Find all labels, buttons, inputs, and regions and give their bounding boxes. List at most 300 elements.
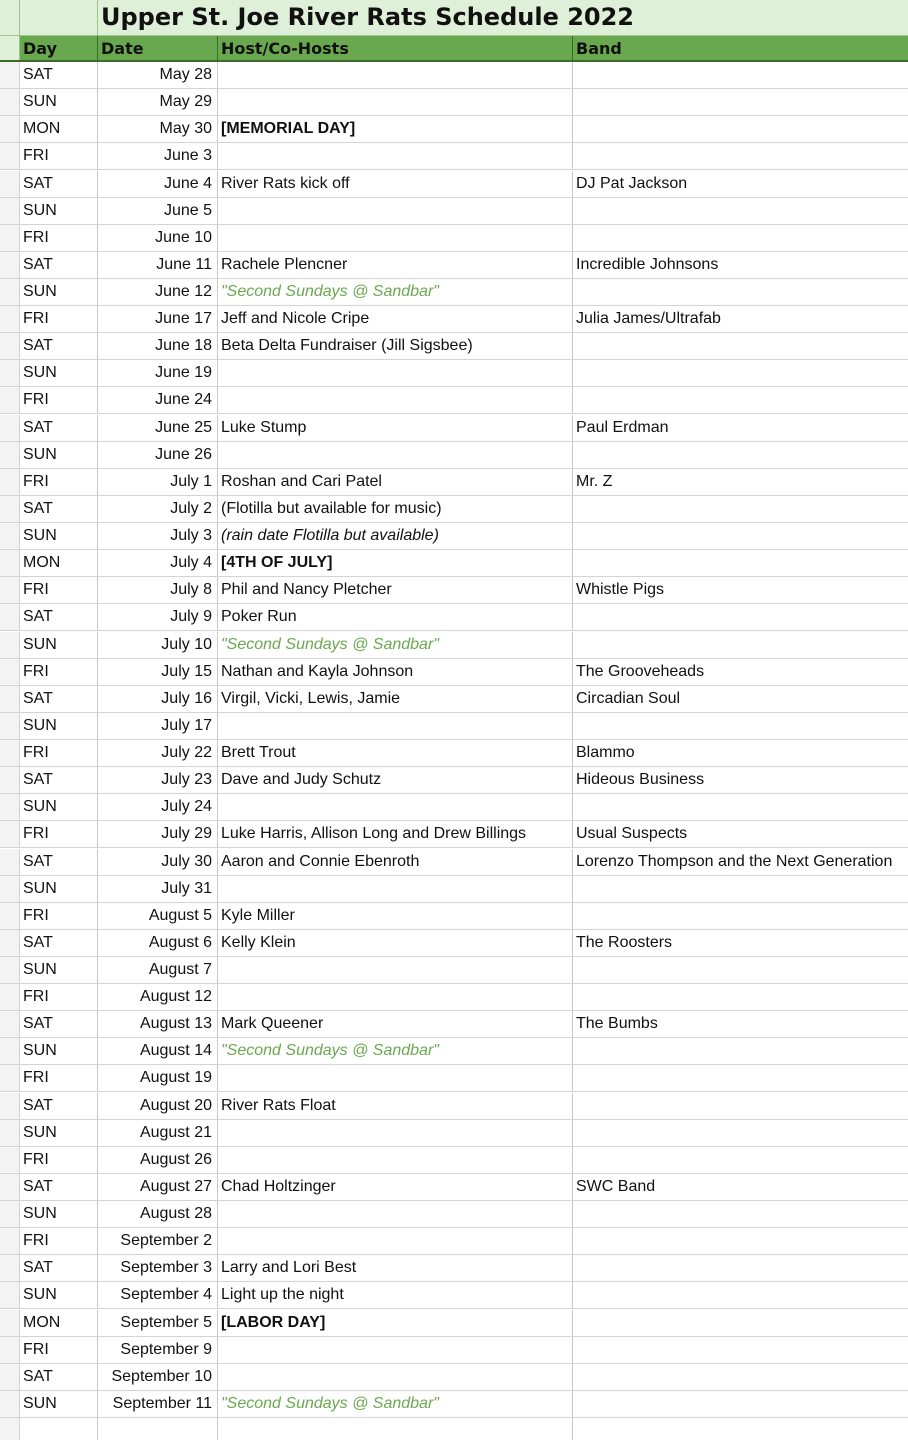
day-cell[interactable]: FRI (20, 1147, 98, 1173)
day-cell[interactable]: FRI (20, 387, 98, 413)
date-cell[interactable]: September 9 (98, 1337, 218, 1363)
row-number-cell[interactable] (0, 1011, 20, 1037)
row-number-cell[interactable] (0, 171, 20, 197)
row-number-cell[interactable] (0, 1201, 20, 1227)
column-header-host[interactable]: Host/Co-Hosts (218, 36, 573, 60)
band-cell[interactable] (573, 442, 908, 468)
date-cell[interactable]: July 3 (98, 523, 218, 549)
day-cell[interactable]: FRI (20, 1337, 98, 1363)
date-cell[interactable]: May 29 (98, 89, 218, 115)
host-cell[interactable] (218, 62, 573, 88)
column-header-date[interactable]: Date (98, 36, 218, 60)
band-cell[interactable] (573, 1418, 908, 1440)
band-cell[interactable] (573, 1120, 908, 1146)
date-cell[interactable]: September 10 (98, 1364, 218, 1390)
day-cell[interactable]: SAT (20, 415, 98, 441)
row-number-cell[interactable] (0, 387, 20, 413)
column-header-row (0, 36, 908, 62)
band-cell[interactable] (573, 1255, 908, 1281)
band-cell[interactable] (573, 1282, 908, 1308)
band-cell[interactable] (573, 1093, 908, 1119)
band-cell[interactable]: Mr. Z (576, 472, 613, 490)
host-cell[interactable]: Brett Trout (218, 740, 573, 766)
row-number-cell[interactable] (0, 415, 20, 441)
date-cell[interactable] (98, 1418, 218, 1440)
host-cell[interactable]: [MEMORIAL DAY] (218, 116, 573, 142)
host-cell[interactable]: Nathan and Kayla Johnson (218, 659, 573, 685)
date-cell[interactable]: July 9 (98, 604, 218, 630)
row-number-cell[interactable] (0, 903, 20, 929)
date-cell[interactable]: June 24 (98, 387, 218, 413)
day-cell[interactable]: SAT (20, 849, 98, 875)
day-cell[interactable]: SUN (20, 360, 98, 386)
day-cell[interactable]: SAT (20, 496, 98, 522)
row-number-cell[interactable] (0, 713, 20, 739)
date-cell[interactable]: July 16 (98, 686, 218, 712)
band-cell[interactable] (573, 1065, 908, 1091)
band-cell[interactable] (573, 360, 908, 386)
band-cell[interactable] (573, 876, 908, 902)
band-cell[interactable]: The Grooveheads (576, 662, 705, 680)
table-row (0, 849, 908, 876)
row-number-cell[interactable] (0, 62, 20, 88)
table-row (0, 930, 908, 957)
table-row (0, 89, 908, 116)
date-cell[interactable]: August 20 (98, 1093, 218, 1119)
band-cell[interactable] (573, 116, 908, 142)
table-row (0, 279, 908, 306)
host-cell[interactable]: Roshan and Cari Patel (218, 469, 573, 495)
band-cell[interactable]: Lorenzo Thompson and the Next Generation (576, 852, 893, 870)
row-number-cell[interactable] (0, 1255, 20, 1281)
host-cell[interactable]: Phil and Nancy Pletcher (218, 577, 573, 603)
date-cell[interactable]: July 10 (98, 632, 218, 658)
host-cell[interactable]: Luke Stump (218, 415, 573, 441)
host-cell[interactable] (218, 1228, 573, 1254)
host-cell[interactable]: Mark Queener (218, 1011, 573, 1037)
date-cell[interactable]: September 2 (98, 1228, 218, 1254)
table-row (0, 957, 908, 984)
date-cell[interactable]: July 23 (98, 767, 218, 793)
day-cell[interactable]: FRI (20, 740, 98, 766)
table-row (0, 1418, 908, 1440)
date-cell[interactable]: July 4 (98, 550, 218, 576)
day-cell[interactable]: SAT (20, 62, 98, 88)
host-cell[interactable] (218, 984, 573, 1010)
band-cell[interactable] (573, 1147, 908, 1173)
band-cell[interactable] (573, 333, 908, 359)
row-number-cell[interactable] (0, 1147, 20, 1173)
row-number-cell[interactable] (0, 89, 20, 115)
day-cell[interactable]: SUN (20, 876, 98, 902)
host-cell[interactable]: Rachele Plencner (218, 252, 573, 278)
row-number-cell[interactable] (0, 252, 20, 278)
date-cell[interactable]: June 18 (98, 333, 218, 359)
row-number-cell[interactable] (0, 604, 20, 630)
date-cell[interactable]: August 14 (98, 1038, 218, 1064)
table-row (0, 306, 908, 333)
table-row (0, 1337, 908, 1364)
date-cell[interactable]: June 3 (98, 143, 218, 169)
date-cell[interactable]: July 15 (98, 659, 218, 685)
day-cell[interactable]: SUN (20, 794, 98, 820)
row-number-cell[interactable] (0, 930, 20, 956)
row-number-cell[interactable] (0, 1391, 20, 1417)
day-cell[interactable]: SUN (20, 957, 98, 983)
date-cell[interactable]: August 13 (98, 1011, 218, 1037)
day-cell[interactable]: SAT (20, 1174, 98, 1200)
table-row (0, 225, 908, 252)
date-cell[interactable]: August 27 (98, 1174, 218, 1200)
row-number-cell[interactable] (0, 821, 20, 847)
date-cell[interactable]: June 25 (98, 415, 218, 441)
column-header-day[interactable]: Day (20, 36, 98, 60)
day-cell[interactable]: SUN (20, 713, 98, 739)
table-row (0, 1065, 908, 1092)
corner-cell[interactable] (0, 36, 20, 60)
table-row (0, 523, 908, 550)
row-number-cell[interactable] (0, 659, 20, 685)
row-number-cell[interactable] (0, 496, 20, 522)
row-number-cell[interactable] (0, 442, 20, 468)
table-row (0, 116, 908, 143)
date-cell[interactable]: June 17 (98, 306, 218, 332)
date-cell[interactable]: June 10 (98, 225, 218, 251)
row-number-cell[interactable] (0, 523, 20, 549)
row-number-cell[interactable] (0, 116, 20, 142)
day-cell[interactable]: SAT (20, 1011, 98, 1037)
row-number-cell[interactable] (0, 279, 20, 305)
day-cell[interactable]: SAT (20, 1093, 98, 1119)
day-cell[interactable]: FRI (20, 821, 98, 847)
row-number-cell[interactable] (0, 1310, 20, 1336)
row-number-cell[interactable] (0, 1364, 20, 1390)
day-cell[interactable]: FRI (20, 903, 98, 929)
band-cell[interactable] (573, 713, 908, 739)
table-row (0, 876, 908, 903)
date-cell[interactable]: August 7 (98, 957, 218, 983)
table-row (0, 62, 908, 89)
table-row (0, 659, 908, 686)
row-number-cell[interactable] (0, 333, 20, 359)
day-cell[interactable]: MON (20, 550, 98, 576)
table-row (0, 1310, 908, 1337)
table-row (0, 1011, 908, 1038)
row-number-cell[interactable] (0, 957, 20, 983)
table-row (0, 713, 908, 740)
host-cell[interactable] (218, 360, 573, 386)
host-cell[interactable]: [4TH OF JULY] (218, 550, 573, 576)
band-cell[interactable]: Circadian Soul (576, 689, 681, 707)
host-cell[interactable] (218, 794, 573, 820)
host-cell[interactable] (218, 957, 573, 983)
title-row (0, 0, 908, 36)
day-cell[interactable]: SUN (20, 279, 98, 305)
date-cell[interactable]: July 29 (98, 821, 218, 847)
table-row (0, 360, 908, 387)
host-cell[interactable]: "Second Sundays @ Sandbar" (218, 279, 573, 305)
day-cell[interactable]: SUN (20, 198, 98, 224)
day-cell[interactable]: SAT (20, 1255, 98, 1281)
host-cell[interactable] (218, 1065, 573, 1091)
date-cell[interactable]: July 1 (98, 469, 218, 495)
day-cell[interactable]: SUN (20, 1201, 98, 1227)
title-cell-a[interactable] (20, 0, 98, 35)
date-cell[interactable]: August 6 (98, 930, 218, 956)
day-cell[interactable]: SUN (20, 1391, 98, 1417)
day-cell[interactable]: SAT (20, 686, 98, 712)
date-cell[interactable]: May 28 (98, 62, 218, 88)
row-number-cell[interactable] (0, 1337, 20, 1363)
day-cell[interactable]: SAT (20, 767, 98, 793)
band-cell[interactable] (573, 225, 908, 251)
table-row (0, 577, 908, 604)
host-cell[interactable] (218, 387, 573, 413)
row-number-cell[interactable] (0, 550, 20, 576)
day-cell[interactable]: FRI (20, 469, 98, 495)
host-cell[interactable]: [LABOR DAY] (218, 1310, 573, 1336)
band-cell[interactable] (573, 550, 908, 576)
column-header-band[interactable]: Band (576, 38, 622, 58)
host-cell[interactable]: Jeff and Nicole Cripe (218, 306, 573, 332)
date-cell[interactable]: August 12 (98, 984, 218, 1010)
day-cell[interactable]: MON (20, 1310, 98, 1336)
day-cell[interactable]: FRI (20, 225, 98, 251)
table-row (0, 1174, 908, 1201)
day-cell[interactable]: FRI (20, 984, 98, 1010)
date-cell[interactable]: June 19 (98, 360, 218, 386)
band-cell[interactable] (573, 387, 908, 413)
row-number-cell[interactable] (0, 306, 20, 332)
date-cell[interactable]: July 2 (98, 496, 218, 522)
date-cell[interactable]: August 28 (98, 1201, 218, 1227)
row-number-cell[interactable] (0, 225, 20, 251)
day-cell[interactable]: SAT (20, 252, 98, 278)
host-cell[interactable] (218, 713, 573, 739)
band-cell[interactable] (573, 1364, 908, 1390)
row-number-cell[interactable] (0, 1174, 20, 1200)
band-cell[interactable] (573, 62, 908, 88)
host-cell[interactable] (218, 1120, 573, 1146)
host-cell[interactable] (218, 876, 573, 902)
day-cell[interactable]: SUN (20, 1038, 98, 1064)
date-cell[interactable]: July 8 (98, 577, 218, 603)
row-number-cell[interactable] (0, 686, 20, 712)
host-cell[interactable] (218, 143, 573, 169)
band-cell[interactable] (573, 523, 908, 549)
day-cell[interactable]: FRI (20, 1228, 98, 1254)
band-cell[interactable] (573, 984, 908, 1010)
host-cell[interactable]: "Second Sundays @ Sandbar" (218, 1391, 573, 1417)
date-cell[interactable]: September 5 (98, 1310, 218, 1336)
host-cell[interactable]: Beta Delta Fundraiser (Jill Sigsbee) (218, 333, 573, 359)
day-cell[interactable]: FRI (20, 143, 98, 169)
day-cell[interactable]: FRI (20, 577, 98, 603)
sheet-title[interactable]: Upper St. Joe River Rats Schedule 2022 (101, 3, 635, 31)
date-cell[interactable]: August 26 (98, 1147, 218, 1173)
band-cell[interactable]: SWC Band (576, 1177, 656, 1195)
host-cell[interactable]: Larry and Lori Best (218, 1255, 573, 1281)
band-cell[interactable] (573, 1228, 908, 1254)
host-cell[interactable]: Chad Holtzinger (218, 1174, 573, 1200)
day-cell[interactable] (20, 1418, 98, 1440)
date-cell[interactable]: July 30 (98, 849, 218, 875)
row-number-cell[interactable] (0, 794, 20, 820)
band-cell[interactable] (573, 143, 908, 169)
day-cell[interactable]: SUN (20, 89, 98, 115)
date-cell[interactable]: August 19 (98, 1065, 218, 1091)
host-cell[interactable]: River Rats kick off (218, 171, 573, 197)
host-cell[interactable]: "Second Sundays @ Sandbar" (218, 632, 573, 658)
date-cell[interactable]: June 5 (98, 198, 218, 224)
band-cell[interactable]: The Roosters (576, 933, 673, 951)
band-cell[interactable] (573, 1391, 908, 1417)
band-cell[interactable]: Julia James/Ultrafab (576, 310, 721, 328)
day-cell[interactable]: SUN (20, 1120, 98, 1146)
band-cell[interactable] (573, 89, 908, 115)
host-cell[interactable] (218, 1364, 573, 1390)
band-cell[interactable] (573, 957, 908, 983)
host-cell[interactable]: Light up the night (218, 1282, 573, 1308)
date-cell[interactable]: August 21 (98, 1120, 218, 1146)
host-cell[interactable]: River Rats Float (218, 1093, 573, 1119)
host-cell[interactable] (218, 1418, 573, 1440)
row-number-cell[interactable] (0, 469, 20, 495)
band-cell[interactable] (573, 496, 908, 522)
row-number-cell[interactable] (0, 577, 20, 603)
band-cell[interactable]: Whistle Pigs (576, 581, 665, 599)
band-cell[interactable]: Usual Suspects (576, 825, 688, 843)
table-row (0, 1282, 908, 1309)
band-cell[interactable] (573, 279, 908, 305)
table-row (0, 550, 908, 577)
day-cell[interactable]: SAT (20, 333, 98, 359)
row-number-cell[interactable] (0, 1038, 20, 1064)
band-cell[interactable] (573, 632, 908, 658)
date-cell[interactable]: June 11 (98, 252, 218, 278)
row-number-cell[interactable] (0, 740, 20, 766)
day-cell[interactable]: SAT (20, 930, 98, 956)
row-number-cell[interactable] (0, 1093, 20, 1119)
band-cell[interactable]: DJ Pat Jackson (576, 174, 688, 192)
day-cell[interactable]: FRI (20, 1065, 98, 1091)
date-cell[interactable]: July 31 (98, 876, 218, 902)
table-row (0, 1147, 908, 1174)
host-cell[interactable] (218, 1201, 573, 1227)
band-cell[interactable]: The Bumbs (576, 1015, 658, 1033)
table-row (0, 1228, 908, 1255)
host-cell[interactable]: Poker Run (218, 604, 573, 630)
day-cell[interactable]: FRI (20, 306, 98, 332)
day-cell[interactable]: SUN (20, 442, 98, 468)
table-row (0, 1364, 908, 1391)
row-number-cell[interactable] (0, 984, 20, 1010)
day-cell[interactable]: SAT (20, 604, 98, 630)
band-cell[interactable] (573, 903, 908, 929)
host-cell[interactable]: Luke Harris, Allison Long and Drew Billings (218, 821, 573, 847)
table-row (0, 252, 908, 279)
date-cell[interactable]: August 5 (98, 903, 218, 929)
host-cell[interactable]: Dave and Judy Schutz (218, 767, 573, 793)
row-number-cell[interactable] (0, 632, 20, 658)
row-number-cell[interactable] (0, 876, 20, 902)
day-cell[interactable]: FRI (20, 659, 98, 685)
table-row (0, 198, 908, 225)
host-cell[interactable] (218, 225, 573, 251)
table-row (0, 1391, 908, 1418)
date-cell[interactable]: September 4 (98, 1282, 218, 1308)
row-number-cell[interactable] (0, 1065, 20, 1091)
host-cell[interactable] (218, 1147, 573, 1173)
host-cell[interactable]: (rain date Flotilla but available) (218, 523, 573, 549)
host-cell[interactable]: "Second Sundays @ Sandbar" (218, 1038, 573, 1064)
date-cell[interactable]: June 12 (98, 279, 218, 305)
row-number-cell[interactable] (0, 360, 20, 386)
host-cell[interactable]: Kelly Klein (218, 930, 573, 956)
day-cell[interactable]: MON (20, 116, 98, 142)
date-cell[interactable]: September 11 (98, 1391, 218, 1417)
row-number-cell[interactable] (0, 143, 20, 169)
band-cell[interactable]: Incredible Johnsons (576, 255, 719, 273)
band-cell[interactable] (573, 1038, 908, 1064)
date-cell[interactable]: June 26 (98, 442, 218, 468)
day-cell[interactable]: SUN (20, 523, 98, 549)
row-number-cell[interactable] (0, 1418, 20, 1440)
row-number-cell[interactable] (0, 1228, 20, 1254)
row-header-cell[interactable] (0, 0, 20, 35)
band-cell[interactable]: Hideous Business (576, 771, 705, 789)
date-cell[interactable]: July 22 (98, 740, 218, 766)
band-cell[interactable] (573, 198, 908, 224)
host-cell[interactable]: Aaron and Connie Ebenroth (218, 849, 573, 875)
band-cell[interactable] (573, 604, 908, 630)
table-row (0, 984, 908, 1011)
host-cell[interactable]: (Flotilla but available for music) (218, 496, 573, 522)
day-cell[interactable]: SUN (20, 632, 98, 658)
date-cell[interactable]: May 30 (98, 116, 218, 142)
band-cell[interactable]: Paul Erdman (576, 418, 669, 436)
date-cell[interactable]: July 17 (98, 713, 218, 739)
date-cell[interactable]: June 4 (98, 171, 218, 197)
day-cell[interactable]: SAT (20, 1364, 98, 1390)
row-number-cell[interactable] (0, 198, 20, 224)
table-row (0, 821, 908, 848)
table-row (0, 686, 908, 713)
date-cell[interactable]: September 3 (98, 1255, 218, 1281)
host-cell[interactable] (218, 442, 573, 468)
host-cell[interactable]: Kyle Miller (218, 903, 573, 929)
band-cell[interactable] (573, 794, 908, 820)
host-cell[interactable] (218, 89, 573, 115)
host-cell[interactable] (218, 1337, 573, 1363)
row-number-cell[interactable] (0, 849, 20, 875)
row-number-cell[interactable] (0, 1282, 20, 1308)
band-cell[interactable] (573, 1201, 908, 1227)
day-cell[interactable]: SAT (20, 171, 98, 197)
host-cell[interactable]: Virgil, Vicki, Lewis, Jamie (218, 686, 573, 712)
row-number-cell[interactable] (0, 767, 20, 793)
band-cell[interactable] (573, 1310, 908, 1336)
day-cell[interactable]: SUN (20, 1282, 98, 1308)
row-number-cell[interactable] (0, 1120, 20, 1146)
table-row (0, 143, 908, 170)
band-cell[interactable] (573, 1337, 908, 1363)
host-cell[interactable] (218, 198, 573, 224)
table-row (0, 1038, 908, 1065)
band-cell[interactable]: Blammo (576, 744, 635, 762)
table-row (0, 387, 908, 414)
date-cell[interactable]: July 24 (98, 794, 218, 820)
